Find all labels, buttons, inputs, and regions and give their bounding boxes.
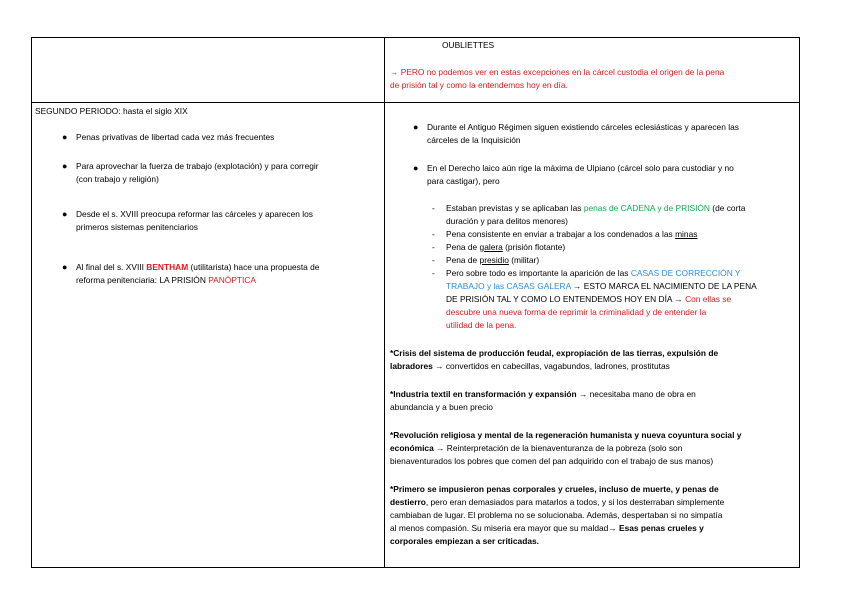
panoptica-pre: reforma penitenciaria: LA PRISIÓN <box>76 275 209 285</box>
left-bullet-3-line2: primeros sistemas penitenciarios <box>76 222 198 232</box>
dash-3-pre: Pena de <box>446 242 480 252</box>
left-bullet-2-line2: (con trabajo y religión) <box>76 174 159 184</box>
dash-5-l3-pre: DE PRISIÓN TAL Y COMO LO ENTENDEMOS HOY EN DÍA → <box>446 294 686 304</box>
right-bullet-2-line1: En el Derecho laico aún rige la máxima de Ulpiano (cárcel solo para custodiar y no <box>427 163 734 173</box>
industria-para-line2: abundancia y a buen precio <box>390 402 493 412</box>
dash-5-line3 <box>446 293 731 306</box>
bullet-icon: ● <box>413 122 419 132</box>
left-bullet-3-line1: Desde el s. XVIII preocupa reformar las cárceles y aparecen los <box>76 209 313 219</box>
document-table <box>31 37 800 568</box>
table-column-divider <box>384 37 385 568</box>
revolucion-para-rest: → Reinterpretación de la bienaventuranza de la pobreza (solo son <box>433 443 683 453</box>
galera-word: galera <box>479 242 503 252</box>
revolucion-para-bold: económica <box>390 443 434 453</box>
bentham-name: BENTHAM <box>146 262 189 272</box>
dash-marker: - <box>432 268 435 278</box>
right-bullet-1-line2: cárceles de la Inquisición <box>427 135 521 145</box>
penas-para-line1: *Primero se impusieron penas corporales y crueles, incluso de muerte, y penas de <box>390 484 719 494</box>
penas-para-line5: corporales empiezan a ser criticadas. <box>390 536 539 546</box>
dash-3 <box>446 241 565 254</box>
right-bullet-1-line1: Durante el Antiguo Régimen siguen existiendo cárceles eclesiásticas y aparecen las <box>427 122 739 132</box>
dash-1-line2: duración y para delitos menores) <box>446 216 568 226</box>
crisis-para-rest: → convertidos en cabecillas, vagabundos, ladrones, prostitutas <box>432 361 670 371</box>
revolucion-para-line1: *Revolución religiosa y mental de la regeneración humanista y nueva coyuntura social y <box>390 430 742 440</box>
minas-word: minas <box>675 229 698 239</box>
left-bullet-4-line1 <box>76 261 319 274</box>
penas-para-l4-bold: Esas penas crueles y <box>619 523 704 533</box>
bentham-post: (utilitarista) hace una propuesta de <box>188 262 320 272</box>
bentham-pre: Al final del s. XVIII <box>76 262 147 272</box>
industria-para-rest: → necesitaba mano de obra en <box>576 389 696 399</box>
revolucion-para-line3: bienaventurados los pobres que comen del pan adquirido con el trabajo de sus manos) <box>390 456 714 466</box>
left-bullet-4-line2 <box>76 274 256 287</box>
dash-3-post: (prisión flotante) <box>502 242 566 252</box>
presidio-word: presidio <box>479 255 509 265</box>
table-border-top <box>31 37 800 38</box>
dash-4-post: (militar) <box>508 255 540 265</box>
table-border-right <box>799 37 800 568</box>
penas-para-bold: destierro <box>390 497 426 507</box>
bullet-icon: ● <box>413 163 419 173</box>
dash-marker: - <box>432 229 435 239</box>
oubliettes-heading: OUBLIETTES <box>442 40 495 50</box>
dash-1-pre: Estaban previstas y se aplicaban las <box>446 203 584 213</box>
penas-para-line2 <box>390 496 724 509</box>
dash-1-post: (de corta <box>709 203 746 213</box>
dash-4 <box>446 254 539 267</box>
dash-5-line1 <box>446 267 741 280</box>
custodia-note-line2: de prisión tal y como la entendemos hoy en día. <box>390 80 568 90</box>
penas-para-arrow: → <box>608 523 620 533</box>
panoptica-word: PANÓPTICA <box>208 275 256 285</box>
casas-correccion: CASAS DE CORRECCIÓN Y <box>630 268 741 278</box>
crisis-para-line2 <box>390 360 670 373</box>
dash-marker: - <box>432 255 435 265</box>
dash-5-red-1: Con ellas se <box>685 294 732 304</box>
dash-marker: - <box>432 242 435 252</box>
penas-para-line4 <box>390 522 704 535</box>
dash-2-pre: Pena consistente en enviar a trabajar a los condenados a las <box>446 229 676 239</box>
table-border-left <box>31 37 32 568</box>
industria-para-bold: *Industria textil en transformación y expansión <box>390 389 577 399</box>
dash-1-line1 <box>446 202 745 215</box>
dash-marker: - <box>432 203 435 213</box>
cadena-prision: penas de CADENA y de PRISIÓN <box>583 203 710 213</box>
bullet-icon: ● <box>62 209 68 219</box>
penas-para-l4: al menos compasión. Su miseria era mayor que su maldad <box>390 523 609 533</box>
dash-2 <box>446 228 697 241</box>
revolucion-para-line2 <box>390 442 682 455</box>
table-border-bottom <box>31 567 800 568</box>
industria-para-line1 <box>390 388 696 401</box>
left-bullet-1: Penas privativas de libertad cada vez más frecuentes <box>76 132 275 142</box>
dash-4-pre: Pena de <box>446 255 480 265</box>
custodia-note-line1: → PERO no podemos ver en estas excepciones en la cárcel custodia el origen de la pena <box>390 67 725 77</box>
dash-5-line4: descubre una nueva forma de reprimir la criminalidad y de entender la <box>446 307 707 317</box>
penas-para-rest: , pero eran demasiados para matarlos a todos, y si los desterraban simplemente <box>425 497 725 507</box>
crisis-para-line1: *Crisis del sistema de producción feudal, expropiación de las tierras, expulsión de <box>390 348 719 358</box>
dash-5-pre: Pero sobre todo es importante la aparición de las <box>446 268 631 278</box>
dash-5-line2 <box>446 280 757 293</box>
bullet-icon: ● <box>62 262 68 272</box>
table-row-divider <box>31 102 800 103</box>
crisis-para-bold: labradores <box>390 361 433 371</box>
casas-galera: TRABAJO y las CASAS GALERA <box>446 281 571 291</box>
bullet-icon: ● <box>62 161 68 171</box>
segundo-periodo-title: SEGUNDO PERIODO: hasta el siglo XIX <box>35 106 188 116</box>
penas-para-line3: cambiaban de lugar. El problema no se solucionaba. Además, despertaban si no simpatía <box>390 510 723 520</box>
bullet-icon: ● <box>62 132 68 142</box>
left-bullet-2-line1: Para aprovechar la fuerza de trabajo (explotación) y para corregir <box>76 161 319 171</box>
dash-5-line5: utilidad de la pena. <box>446 320 517 330</box>
right-bullet-2-line2: para castigar), pero <box>427 176 500 186</box>
dash-5-mid: → ESTO MARCA EL NACIMIENTO DE LA PENA <box>570 281 757 291</box>
